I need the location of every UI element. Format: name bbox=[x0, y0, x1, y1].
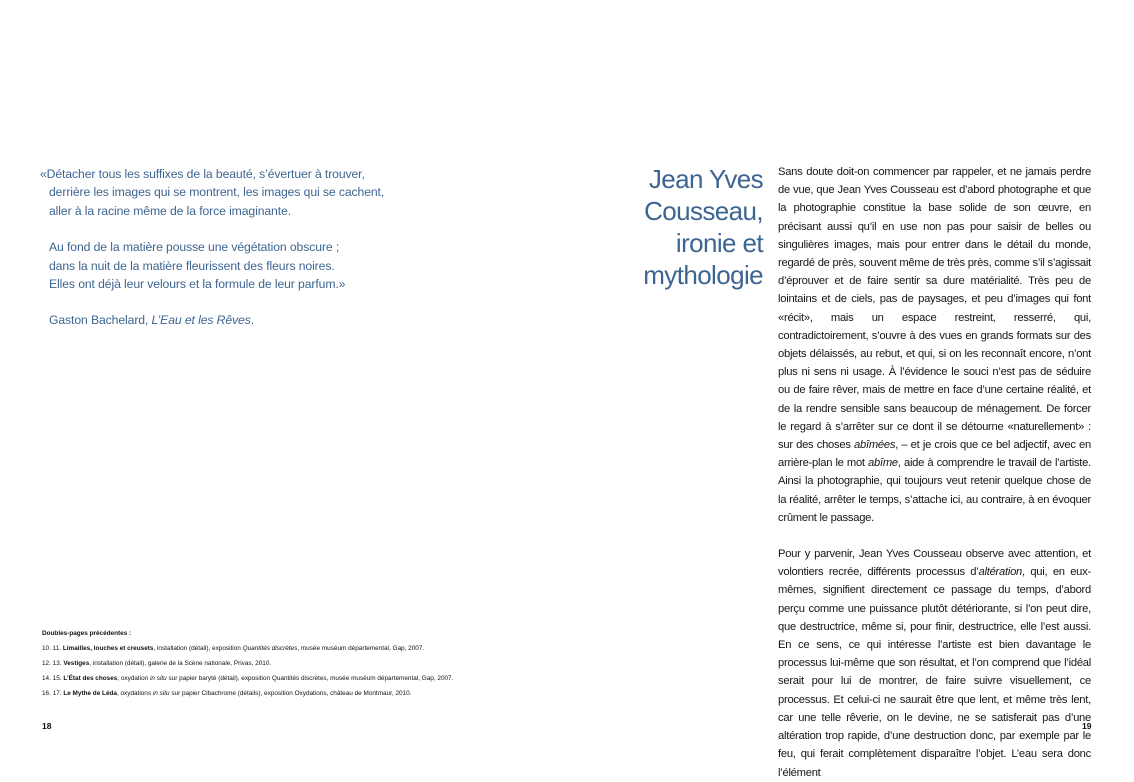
captions-heading: Doubles-pages précédentes : bbox=[42, 630, 132, 637]
body-paragraph: Pour y parvenir, Jean Yves Cousseau observe avec attention, et volontiers recrée, différents processus d’altération, qui, en eux-mêmes, signifient directement ce passage du temps, d’abord perçu comme une puissance plutôt détériorante, si l’on peut dire, que destructrice, même si, pour finir, destructrice, elle l’est aussi. En ce sens, ce qui intéresse l’artiste est bien davantage le processus lui-même que son résultat, et l’on comprend que l’idéal serait pour lui de montrer, de faire suivre visuellement, ce processus. Et celui-ci ne saurait être que lent, et même très lent, car une telle rêverie, on le devine, ne se satisferait pas d’une altération trop rapide, d’une destruction donc, par exemple par le feu, qui ferait complètement disparaître l’objet. L’eau sera donc l’élément bbox=[778, 548, 1091, 779]
title-line: ironie et bbox=[675, 228, 763, 258]
page-number-left: 18 bbox=[42, 721, 52, 731]
title-line: Cousseau, bbox=[644, 196, 763, 226]
quote-work: L’Eau et les Rêves bbox=[151, 313, 251, 328]
captions-block bbox=[42, 626, 522, 701]
page-number-right: 19 bbox=[1082, 721, 1092, 731]
quote-attribution bbox=[40, 311, 440, 329]
quote-line: Elles ont déjà leur velours et la formule de leur parfum.» bbox=[49, 277, 346, 292]
quote-line: «Détacher tous les suffixes de la beauté, s’évertuer à trouver, bbox=[40, 167, 365, 181]
caption-item: 10. 11. Limailles, louches et creusets, installation (détail), exposition Quantités discrètes, musée muséum départemental, Gap, 2007. bbox=[42, 645, 425, 652]
quote-line: dans la nuit de la matière fleurissent des fleurs noires. bbox=[49, 258, 335, 273]
title-line: Jean Yves bbox=[648, 164, 763, 194]
body-text bbox=[778, 163, 1091, 782]
caption-item: 12. 13. Vestiges, installation (détail), galerie de la Scène nationale, Privas, 2010. bbox=[42, 660, 272, 667]
chapter-title bbox=[600, 163, 763, 291]
quote-line: aller à la racine même de la force imaginante. bbox=[49, 203, 291, 218]
caption-item: 14. 15. L’État des choses, oxydation in situ sur papier baryté (détail), exposition Quantités discrètes, musée muséum départemental, Gap, 2007. bbox=[42, 675, 454, 682]
title-line: mythologie bbox=[643, 260, 763, 290]
quote-line: Au fond de la matière pousse une végétation obscure ; bbox=[49, 240, 340, 255]
quote-work-suffix: . bbox=[250, 313, 254, 328]
caption-item: 16. 17. Le Mythe de Léda, oxydations in situ sur papier Cibachrome (détails), exposition Oxydations, château de Montmaur, 2010. bbox=[42, 690, 412, 697]
epigraph-quote bbox=[40, 165, 440, 330]
quote-author: Gaston Bachelard, bbox=[49, 313, 152, 328]
quote-line: derrière les images qui se montrent, les images qui se cachent, bbox=[49, 185, 385, 200]
body-paragraph: Sans doute doit-on commencer par rappeler, et ne jamais perdre de vue, que Jean Yves Cousseau est d’abord photographe et que la photographie constitue la base solide de son œuvre, en précisant aussi qu’il en use non pas pour saisir de belles ou singulières images, mais pour entrer dans le détail du monde, regardé de près, souvent même de très près, comme s’il s’agissait d’éprouver et de faire sentir sa dure matérialité. Très peu de lointains et de ciels, pas de paysages, et peu d’images qui font «récit», mais un espace restreint, resserré, qui, contradictoirement, s’ouvre à des vues en grands formats sur des objets délaissés, au rebut, et qui, si on les reconnaît encore, n’ont plus ni sens ni usage. À l’évidence le souci n’est pas de séduire ou de faire rêver, mais de mettre en face d’une certaine réalité, et de la rendre sensible sans beaucoup de ménagement. De forcer le regard à s’arrêter sur ce dont il se détourne «naturellement» : sur des choses abîmées, – et je crois que ce bel adjectif, avec en arrière-plan le mot abîme, aide à comprendre le travail de l’artiste. Ainsi la photographie, qui toujours veut retenir quelque chose de la réalité, arrêter le temps, s’attache ici, au contraire, à en évoquer crûment le passage. bbox=[778, 166, 1091, 524]
